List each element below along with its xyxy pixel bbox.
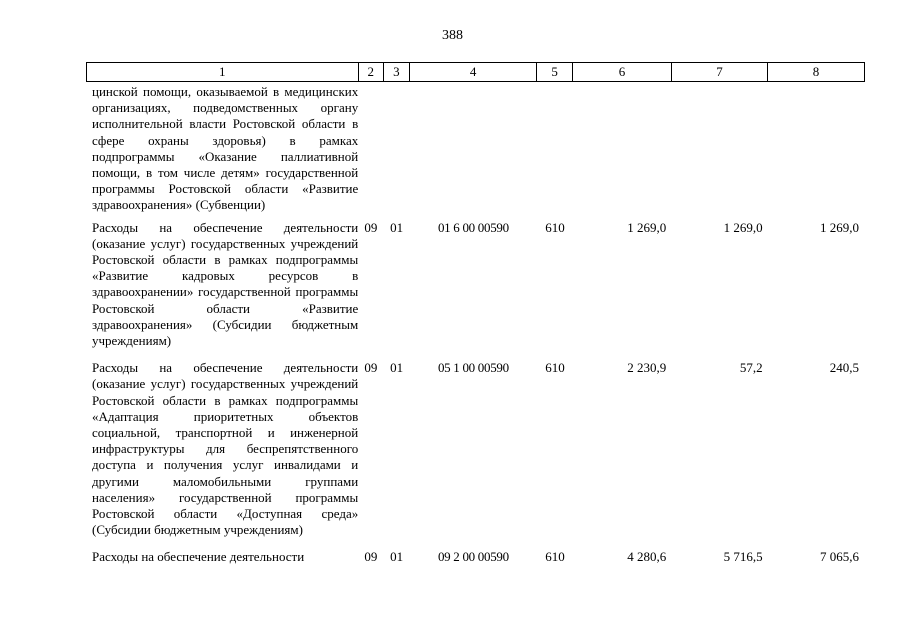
row-value-2020 [672,84,768,214]
column-header-5: 5 [537,63,573,81]
row-pr: 01 [390,219,404,235]
row-value-2019 [573,84,672,214]
row-vr: 610 [545,549,565,565]
row-description: цинской помощи, оказываемой в медицинских организациях, подведомственных органу исполнительной власти Ростовской области в сфере охраны здоровья) в рамках подпрограммы «Оказание паллиативной помощи, в том числе детям» государственной программы Ростовской области «Развитие здравоохранения» (Субвенции) [92,84,359,213]
column-header-7: 7 [672,63,768,81]
row-rz: 09 [364,219,378,235]
column-header-6: 6 [573,63,672,81]
row-csr: 05 1 00 00590 [437,360,509,376]
row-value-2021: 240,5 [829,360,859,376]
column-header-1: 1 [87,63,359,81]
row-description: Расходы на обеспечение деятельности [92,549,305,565]
column-header-2: 2 [359,63,384,81]
table-row [86,220,865,350]
column-header-4: 4 [410,63,537,81]
table-row [86,549,865,565]
row-csr: 01 6 00 00590 [437,219,509,235]
row-rz: 09 [364,549,378,565]
table-row [86,84,865,214]
row-value-2020: 1 269,0 [723,219,763,235]
row-csr [410,84,537,214]
row-csr: 09 2 00 00590 [437,549,509,565]
table-body [86,84,865,577]
row-pr: 01 [390,549,404,565]
row-rz: 09 [364,360,378,376]
row-description: Расходы на обеспечение деятельности (оказание услуг) государственных учреждений Ростовской области в рамках подпрограммы «Адаптация приоритетных объектов социальной, транспортной и инженерной инфраструктуры для беспрепятственного доступа и получения услуг инвалидами и другими маломобильными группами населения» государственной программы Ростовской области «Доступная среда» (Субсидии бюджетным учреждениям) [92,360,359,538]
row-value-2020: 5 716,5 [723,549,763,565]
row-value-2019: 1 269,0 [627,219,667,235]
table-row [86,360,865,538]
row-value-2019: 4 280,6 [627,549,667,565]
page-number: 388 [442,28,463,43]
column-header-3: 3 [384,63,410,81]
row-pr [384,84,410,214]
row-vr: 610 [545,360,565,376]
table-header-row [86,62,865,82]
row-value-2021: 1 269,0 [819,219,859,235]
column-header-8: 8 [812,64,820,79]
row-value-2021: 7 065,6 [819,549,859,565]
row-vr [537,84,573,214]
row-value-2021 [769,84,865,214]
row-vr: 610 [545,219,565,235]
row-value-2019: 2 230,9 [627,360,667,376]
row-description: Расходы на обеспечение деятельности (оказание услуг) государственных учреждений Ростовской области в рамках подпрограммы «Развитие кадровых ресурсов в здравоохранении» государственной программы Ростовской области «Развитие здравоохранения» (Субсидии бюджетным учреждениям) [92,219,359,349]
row-rz [358,84,383,214]
row-pr: 01 [390,360,404,376]
row-value-2020: 57,2 [739,360,763,376]
